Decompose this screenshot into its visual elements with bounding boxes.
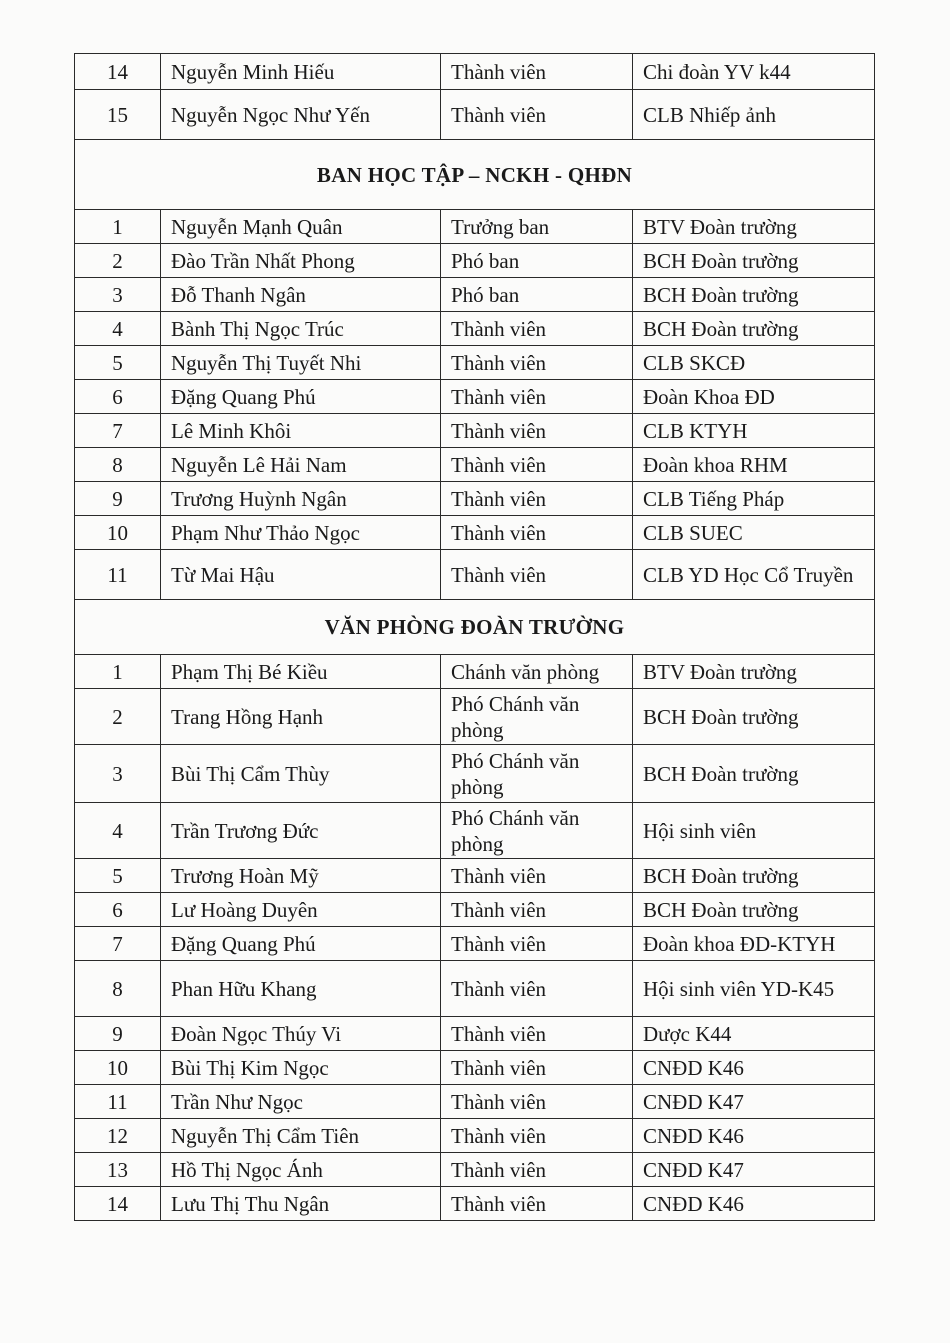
member-unit-cell: CLB YD Học Cổ Truyền (633, 550, 875, 600)
member-unit-cell: BCH Đoàn trường (633, 278, 875, 312)
member-unit-cell: CLB SKCĐ (633, 346, 875, 380)
row-number-cell: 13 (75, 1153, 161, 1187)
member-role-cell: Thành viên (441, 516, 633, 550)
member-unit-cell: BTV Đoàn trường (633, 655, 875, 689)
member-role-cell: Thành viên (441, 1051, 633, 1085)
member-role-cell: Chánh văn phòng (441, 655, 633, 689)
table-row (75, 1051, 875, 1085)
member-unit-cell: Đoàn khoa ĐD-KTYH (633, 927, 875, 961)
member-name-cell: Phạm Như Thảo Ngọc (161, 516, 441, 550)
member-unit-cell: Dược K44 (633, 1017, 875, 1051)
row-number-cell: 3 (75, 745, 161, 803)
row-number-cell: 7 (75, 927, 161, 961)
member-unit-cell: BCH Đoàn trường (633, 859, 875, 893)
table-row (75, 482, 875, 516)
member-name-cell: Nguyễn Thị Tuyết Nhi (161, 346, 441, 380)
member-role-cell: Thành viên (441, 346, 633, 380)
member-role-cell: Thành viên (441, 893, 633, 927)
member-unit-cell: BCH Đoàn trường (633, 312, 875, 346)
row-number-cell: 10 (75, 1051, 161, 1085)
row-number-cell: 14 (75, 54, 161, 90)
member-name-cell: Đỗ Thanh Ngân (161, 278, 441, 312)
row-number-cell: 2 (75, 689, 161, 745)
member-name-cell: Lưu Thị Thu Ngân (161, 1187, 441, 1221)
member-unit-cell: BCH Đoàn trường (633, 244, 875, 278)
member-name-cell: Lê Minh Khôi (161, 414, 441, 448)
member-unit-cell: CNĐD K46 (633, 1119, 875, 1153)
member-role-cell: Thành viên (441, 312, 633, 346)
section-title: BAN HỌC TẬP – NCKH - QHĐN (75, 140, 875, 210)
table-row (75, 745, 875, 803)
row-number-cell: 8 (75, 448, 161, 482)
member-name-cell: Nguyễn Ngọc Như Yến (161, 90, 441, 140)
member-unit-cell: BTV Đoàn trường (633, 210, 875, 244)
table-row (75, 244, 875, 278)
member-unit-cell: Hội sinh viên YD-K45 (633, 961, 875, 1017)
row-number-cell: 10 (75, 516, 161, 550)
row-number-cell: 5 (75, 346, 161, 380)
member-name-cell: Trần Trương Đức (161, 803, 441, 859)
section-header-row (75, 140, 875, 210)
member-table (74, 53, 875, 1221)
table-row (75, 90, 875, 140)
member-unit-cell: Đoàn khoa RHM (633, 448, 875, 482)
member-unit-cell: Đoàn Khoa ĐD (633, 380, 875, 414)
member-name-cell: Trang Hồng Hạnh (161, 689, 441, 745)
member-role-cell: Thành viên (441, 961, 633, 1017)
member-name-cell: Từ Mai Hậu (161, 550, 441, 600)
member-name-cell: Bùi Thị Cẩm Thùy (161, 745, 441, 803)
member-role-cell: Thành viên (441, 1085, 633, 1119)
table-row (75, 380, 875, 414)
row-number-cell: 11 (75, 1085, 161, 1119)
table-row (75, 689, 875, 745)
member-name-cell: Trương Huỳnh Ngân (161, 482, 441, 516)
table-row (75, 278, 875, 312)
member-role-cell: Thành viên (441, 1153, 633, 1187)
row-number-cell: 1 (75, 210, 161, 244)
row-number-cell: 2 (75, 244, 161, 278)
member-name-cell: Bùi Thị Kim Ngọc (161, 1051, 441, 1085)
member-role-cell: Thành viên (441, 380, 633, 414)
section-title: VĂN PHÒNG ĐOÀN TRƯỜNG (75, 600, 875, 655)
table-row (75, 312, 875, 346)
table-row (75, 1119, 875, 1153)
member-role-cell: Thành viên (441, 1017, 633, 1051)
table-row (75, 346, 875, 380)
row-number-cell: 4 (75, 312, 161, 346)
table-row (75, 655, 875, 689)
member-role-cell: Thành viên (441, 859, 633, 893)
row-number-cell: 6 (75, 380, 161, 414)
table-row (75, 803, 875, 859)
row-number-cell: 14 (75, 1187, 161, 1221)
table-row (75, 448, 875, 482)
member-role-cell: Thành viên (441, 1119, 633, 1153)
table-row (75, 859, 875, 893)
member-unit-cell: BCH Đoàn trường (633, 689, 875, 745)
member-name-cell: Hồ Thị Ngọc Ánh (161, 1153, 441, 1187)
row-number-cell: 6 (75, 893, 161, 927)
member-name-cell: Phan Hữu Khang (161, 961, 441, 1017)
row-number-cell: 3 (75, 278, 161, 312)
member-unit-cell: CLB SUEC (633, 516, 875, 550)
row-number-cell: 1 (75, 655, 161, 689)
member-name-cell: Lư Hoàng Duyên (161, 893, 441, 927)
table-row (75, 1153, 875, 1187)
member-name-cell: Phạm Thị Bé Kiều (161, 655, 441, 689)
member-name-cell: Trần Như Ngọc (161, 1085, 441, 1119)
member-role-cell: Thành viên (441, 414, 633, 448)
member-role-cell: Phó ban (441, 244, 633, 278)
row-number-cell: 7 (75, 414, 161, 448)
member-role-cell: Thành viên (441, 90, 633, 140)
member-name-cell: Trương Hoàn Mỹ (161, 859, 441, 893)
member-name-cell: Đặng Quang Phú (161, 380, 441, 414)
member-unit-cell: BCH Đoàn trường (633, 893, 875, 927)
member-unit-cell: BCH Đoàn trường (633, 745, 875, 803)
table-row (75, 893, 875, 927)
table-row (75, 1085, 875, 1119)
member-name-cell: Bành Thị Ngọc Trúc (161, 312, 441, 346)
table-row (75, 414, 875, 448)
member-name-cell: Đặng Quang Phú (161, 927, 441, 961)
member-name-cell: Nguyễn Mạnh Quân (161, 210, 441, 244)
member-role-cell: Phó Chánh văn phòng (441, 803, 633, 859)
row-number-cell: 9 (75, 1017, 161, 1051)
table-row (75, 1017, 875, 1051)
member-unit-cell: CNĐD K46 (633, 1187, 875, 1221)
row-number-cell: 11 (75, 550, 161, 600)
table-row (75, 927, 875, 961)
table-row (75, 961, 875, 1017)
member-role-cell: Thành viên (441, 1187, 633, 1221)
member-table-body (75, 54, 875, 1221)
row-number-cell: 15 (75, 90, 161, 140)
member-name-cell: Nguyễn Thị Cẩm Tiên (161, 1119, 441, 1153)
member-unit-cell: CNĐD K46 (633, 1051, 875, 1085)
member-role-cell: Phó ban (441, 278, 633, 312)
member-unit-cell: Hội sinh viên (633, 803, 875, 859)
row-number-cell: 5 (75, 859, 161, 893)
member-unit-cell: CLB Tiếng Pháp (633, 482, 875, 516)
member-unit-cell: CNĐD K47 (633, 1153, 875, 1187)
table-row (75, 1187, 875, 1221)
member-role-cell: Thành viên (441, 448, 633, 482)
member-unit-cell: CLB Nhiếp ảnh (633, 90, 875, 140)
table-row (75, 54, 875, 90)
member-role-cell: Phó Chánh văn phòng (441, 689, 633, 745)
table-row (75, 550, 875, 600)
member-unit-cell: CLB KTYH (633, 414, 875, 448)
member-role-cell: Phó Chánh văn phòng (441, 745, 633, 803)
row-number-cell: 8 (75, 961, 161, 1017)
member-name-cell: Nguyễn Lê Hải Nam (161, 448, 441, 482)
member-role-cell: Trưởng ban (441, 210, 633, 244)
member-unit-cell: CNĐD K47 (633, 1085, 875, 1119)
row-number-cell: 9 (75, 482, 161, 516)
row-number-cell: 12 (75, 1119, 161, 1153)
row-number-cell: 4 (75, 803, 161, 859)
table-row (75, 210, 875, 244)
member-role-cell: Thành viên (441, 927, 633, 961)
member-role-cell: Thành viên (441, 482, 633, 516)
member-unit-cell: Chi đoàn YV k44 (633, 54, 875, 90)
table-row (75, 516, 875, 550)
member-role-cell: Thành viên (441, 54, 633, 90)
member-name-cell: Nguyễn Minh Hiếu (161, 54, 441, 90)
member-name-cell: Đoàn Ngọc Thúy Vi (161, 1017, 441, 1051)
member-role-cell: Thành viên (441, 550, 633, 600)
section-header-row (75, 600, 875, 655)
member-name-cell: Đào Trần Nhất Phong (161, 244, 441, 278)
